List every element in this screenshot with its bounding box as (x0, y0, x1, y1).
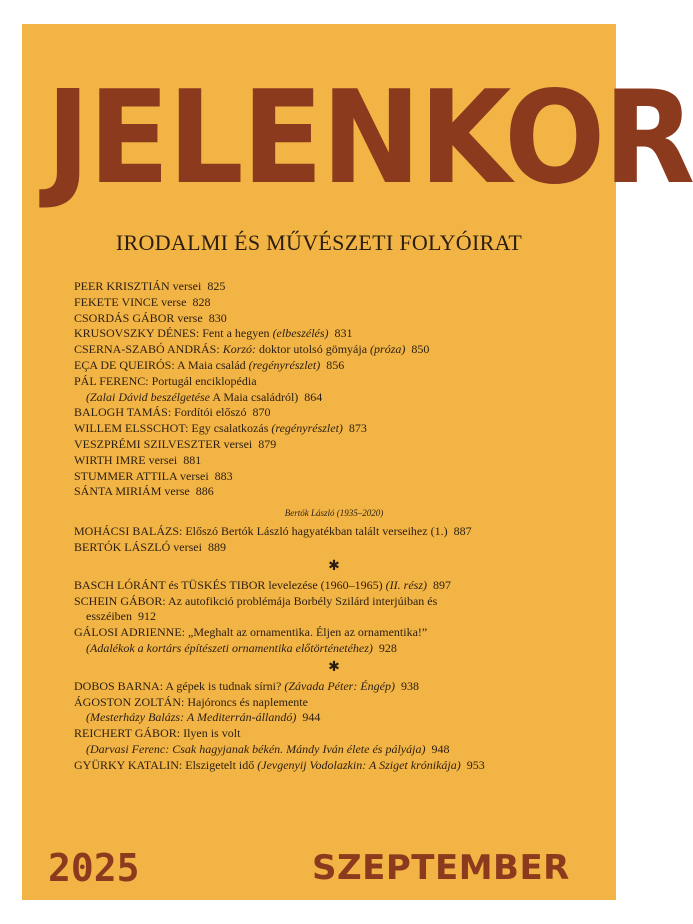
entry-author: EÇA DE QUEIRÓS (74, 357, 172, 372)
entry-author: WIRTH IMRE (74, 452, 146, 467)
entry-title: versei (177, 468, 209, 483)
contents-entry (74, 540, 594, 556)
entry-author: STUMMER ATTILA (74, 468, 178, 483)
contents-entry (74, 710, 594, 726)
magazine-cover (22, 24, 693, 900)
entry-page: 953 (466, 757, 485, 772)
entry-genre: (Jevgenyij Vodolazkin: A Sziget krónikája) (257, 757, 461, 772)
entry-author: DOBOS BARNA (74, 678, 160, 693)
entry-title: A Maia családról) (209, 389, 299, 404)
contents-entry (74, 390, 594, 406)
entry-genre: (Závada Péter: Éngép) (284, 678, 395, 693)
entry-page: 828 (192, 294, 211, 309)
memorial-heading: Bertók László (1935–2020) (284, 508, 384, 519)
entry-title: : Fent a hegyen (195, 326, 270, 341)
entry-title: : Fordítói előszó (167, 405, 247, 420)
entry-page: 889 (207, 539, 226, 554)
contents-entry (74, 594, 594, 610)
entry-genre: (II. rész) (385, 577, 427, 592)
entry-page: 856 (326, 357, 345, 372)
entry-genre: Korzó: (222, 342, 257, 357)
contents-section-d (74, 679, 594, 774)
section-separator: ✱ (328, 659, 340, 675)
contents-entry (74, 279, 594, 295)
table-of-contents (74, 279, 594, 774)
entry-author: BALOGH TAMÁS (74, 405, 168, 420)
contents-entry (74, 405, 594, 421)
contents-section-c (74, 578, 594, 657)
entry-page: 850 (411, 342, 430, 357)
entry-page: 881 (183, 452, 202, 467)
contents-entry (74, 695, 594, 711)
issue-month: SZEPTEMBER (312, 848, 570, 888)
contents-entry (74, 469, 594, 485)
entry-genre: (próza) (370, 342, 406, 357)
entry-author: GÁLOSI ADRIENNE (74, 625, 182, 640)
contents-entry (74, 524, 594, 540)
entry-page: 883 (214, 468, 233, 483)
entry-title: levelezése (1960–1965) (265, 577, 383, 592)
entry-page: 897 (433, 577, 451, 592)
entry-author: SÁNTA MIRIÁM (74, 484, 162, 499)
entry-author: TÜSKÉS TIBOR (181, 577, 266, 592)
entry-page: 912 (137, 609, 156, 624)
section-separator: ✱ (328, 558, 340, 574)
contents-entry (74, 609, 594, 625)
contents-entry (74, 679, 594, 695)
entry-author: PEER KRISZTIÁN (74, 279, 170, 293)
entry-page: 887 (453, 524, 472, 539)
contents-entry (74, 437, 594, 453)
entry-title: versei (169, 279, 202, 293)
contents-entry (74, 578, 594, 594)
contents-entry (74, 295, 594, 311)
entry-page: 928 (378, 640, 397, 655)
contents-entry (74, 484, 594, 500)
entry-author: CSORDÁS GÁBOR (74, 310, 175, 325)
entry-page: 830 (208, 310, 227, 325)
contents-entry (74, 758, 594, 774)
entry-page: 879 (258, 436, 277, 451)
entry-title: versei (220, 436, 253, 451)
contents-entry (74, 374, 594, 390)
entry-title: verse (161, 484, 190, 499)
entry-genre: (Zalai Dávid beszélgetése (86, 389, 210, 404)
entry-title: versei (145, 452, 178, 467)
entry-page: 938 (400, 678, 419, 693)
contents-entry (74, 726, 594, 742)
entry-page: 870 (252, 405, 271, 420)
entry-title: : A Maia család (171, 357, 246, 372)
entry-author: REICHERT GÁBOR (74, 726, 177, 741)
entry-title: esszéiben (86, 609, 132, 624)
entry-title: és (165, 577, 182, 592)
entry-author: GYÜRKY KATALIN (74, 757, 179, 772)
entry-author: CSERNA-SZABÓ ANDRÁS (74, 342, 217, 357)
entry-title: verse (158, 294, 187, 309)
entry-title: versei (170, 539, 202, 554)
entry-author: SCHEIN GÁBOR (74, 593, 163, 608)
entry-title: : Elszigetelt idő (178, 757, 255, 772)
contents-entry (74, 641, 594, 657)
contents-entry (74, 311, 594, 327)
entry-title: : Hajóroncs és naplemente (181, 694, 308, 709)
entry-page: 886 (195, 484, 214, 499)
masthead-logo: JELENKOR (46, 64, 693, 213)
entry-author: ÁGOSTON ZOLTÁN (74, 694, 182, 709)
entry-author: FEKETE VINCE (74, 294, 159, 309)
entry-page: 825 (207, 279, 226, 293)
entry-genre: (Adalékok a kortárs építészeti ornamentika előtörténetéhez) (86, 640, 373, 655)
entry-genre: (regényrészlet) (271, 421, 343, 436)
entry-author: WILLEM ELSSCHOT (74, 421, 186, 436)
contents-entry (74, 342, 594, 358)
entry-title: : (216, 342, 223, 357)
contents-entry (74, 326, 594, 342)
entry-page: 948 (431, 741, 450, 756)
entry-author: BASCH LÓRÁNT (74, 577, 166, 592)
entry-title: : Az autofikció problémája Borbély Szilárd interjúiban és (162, 593, 438, 608)
entry-genre: (Mesterházy Balázs: A Mediterrán-állandó) (86, 710, 297, 725)
entry-title: : „Meghalt az ornamentika. Éljen az ornamentika!” (181, 625, 428, 640)
entry-page: 944 (302, 710, 321, 725)
entry-title: : A gépek is tudnak sírni? (159, 678, 282, 693)
entry-title: : Előszó Bertók László hagyatékban talált verseihez (1.) (179, 524, 448, 539)
contents-entry (74, 453, 594, 469)
entry-author: VESZPRÉMI SZILVESZTER (74, 436, 221, 451)
entry-title: : Ilyen is volt (176, 726, 241, 741)
issue-year: 2025 (48, 846, 140, 890)
contents-entry (74, 625, 594, 641)
contents-entry (74, 421, 594, 437)
contents-section-b (74, 524, 594, 556)
entry-author: BERTÓK LÁSZLÓ (74, 539, 171, 554)
entry-genre: (Darvasi Ferenc: Csak hagyjanak békén. Mándy Iván élete és pályája) (86, 741, 426, 756)
entry-title: verse (174, 310, 203, 325)
entry-page: 873 (348, 421, 367, 436)
entry-author: PÁL FERENC (74, 373, 146, 388)
entry-genre: (elbeszélés) (272, 326, 329, 341)
entry-genre: (regényrészlet) (248, 357, 321, 372)
contents-entry (74, 358, 594, 374)
entry-title: doktor utolsó gömyája (256, 342, 371, 357)
entry-page: 864 (304, 389, 323, 404)
entry-page: 831 (334, 326, 353, 341)
entry-title: : Egy csalatkozás (185, 421, 269, 436)
entry-author: KRUSOVSZKY DÉNES (74, 326, 196, 341)
contents-entry (74, 742, 594, 758)
magazine-subtitle: IRODALMI ÉS MŰVÉSZETI FOLYÓIRAT (115, 230, 523, 255)
entry-author: MOHÁCSI BALÁZS (74, 524, 180, 539)
contents-section-a (74, 279, 594, 500)
entry-title: : Portugál enciklopédia (145, 373, 257, 388)
